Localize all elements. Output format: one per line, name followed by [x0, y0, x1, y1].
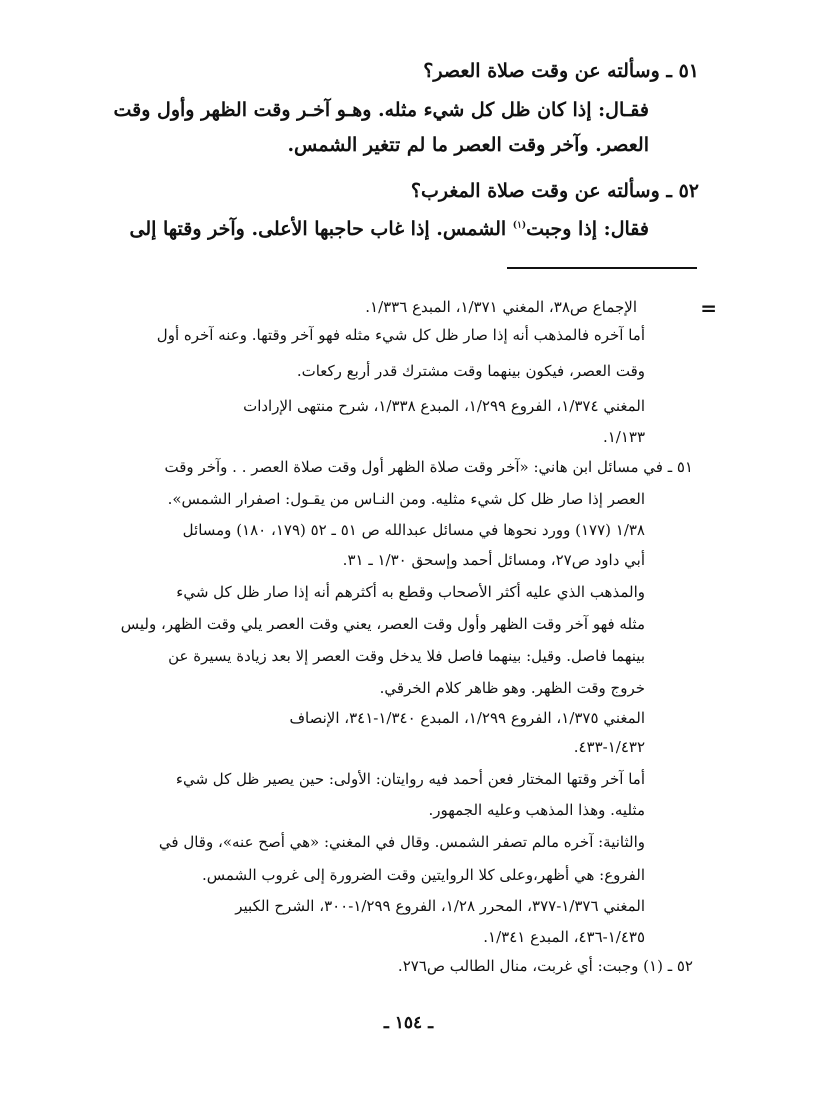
answer-51-line-2: العصر. وآخر وقت العصر ما لم تتغير الشمس. — [287, 134, 649, 156]
answer-52-post: الشمس. إذا غاب حاجبها الأعلى. وآخر وقتها إلى — [129, 218, 513, 240]
answer-51-line-1: فقـال: إذا كان ظل كل شيء مثله. وهـو آخـر وقت الظهر وأول وقت — [113, 99, 649, 121]
footnote-line: المغني ١/٣٧٦-٣٧٧، المحرر ١/٢٨، الفروع ١/٢٩٩-٣٠٠، الشرح الكبير — [235, 897, 645, 915]
footnote-line: ٥١ ـ في مسائل ابن هاني: «آخر وقت صلاة الظهر أول وقت صلاة العصر . . وآخر وقت — [164, 458, 693, 476]
answer-52-pre: فقال: إذا وجبت — [526, 218, 649, 240]
footnote-ref-1: (١) — [512, 220, 527, 231]
footnote-line: المغني ١/٣٧٥، الفروع ١/٢٩٩، المبدع ١/٣٤٠-٣٤١، الإنصاف — [289, 709, 645, 727]
answer-52 — [0, 218, 817, 240]
footnote-line: أما آخره فالمذهب أنه إذا صار ظل كل شيء مثله فهو آخر وقتها. وعنه آخره أول — [156, 326, 645, 344]
footnote-line: ٥٢ ـ (١) وجبت: أي غربت، منال الطالب ص٢٧٦. — [397, 957, 693, 975]
page-number: ـ ١٥٤ ـ — [383, 1013, 434, 1033]
footnote-line: والمذهب الذي عليه أكثر الأصحاب وقطع به أكثرهم أنه إذا صار ظل كل شيء — [176, 583, 645, 601]
footnote-line: الإجماع ص٣٨، المغني ١/٣٧١، المبدع ١/٣٣٦. — [365, 298, 637, 316]
footnote-line: العصر إذا صار ظل كل شيء مثليه. ومن النـاس من يقـول: اصفرار الشمس». — [167, 490, 645, 508]
question-52: ٥٢ ـ وسألته عن وقت صلاة المغرب؟ — [410, 180, 699, 202]
footnote-line: أما آخر وقتها المختار فعن أحمد فيه روايتان: الأولى: حين يصير ظل كل شيء — [175, 770, 645, 788]
footnote-line: والثانية: آخره مالم تصفر الشمس. وقال في المغني: «هي أصح عنه»، وقال في — [158, 833, 645, 851]
footnote-line: الفروع: هي أظهر،وعلى كلا الروايتين وقت الضرورة إلى غروب الشمس. — [201, 866, 645, 884]
footnote-line: ١/٤٣٥-٤٣٦، المبدع ١/٣٤١. — [483, 928, 645, 946]
footnote-line: ١/٤٣٢-٤٣٣. — [573, 738, 645, 756]
footnote-line: المغني ١/٣٧٤، الفروع ١/٢٩٩، المبدع ١/٣٣٨، شرح منتهى الإرادات — [243, 397, 645, 415]
footnote-line: ١/٣٨ (١٧٧) وورد نحوها في مسائل عبدالله ص ٥١ ـ ٥٢ (١٧٩، ١٨٠) ومسائل — [182, 521, 645, 539]
continuation-mark: = — [700, 296, 717, 320]
footnote-line: بينهما فاصل. وقيل: بينهما فاصل فلا يدخل وقت العصر إلا بعد زيادة يسيرة عن — [168, 647, 645, 665]
footnote-line: ١/١٣٣. — [602, 428, 645, 446]
footnote-line: خروج وقت الظهر. وهو ظاهر كلام الخرقي. — [379, 679, 645, 697]
question-51: ٥١ ـ وسألته عن وقت صلاة العصر؟ — [423, 60, 699, 82]
footnote-line: وقت العصر، فيكون بينهما وقت مشترك قدر أربع ركعات. — [296, 362, 645, 380]
footnote-line: مثليه. وهذا المذهب وعليه الجمهور. — [428, 801, 645, 819]
footnote-line: أبي داود ص٢٧، ومسائل أحمد وإسحق ١/٣٠ ـ ٣١. — [342, 551, 645, 569]
footnote-line: مثله فهو آخر وقت الظهر وأول وقت العصر، يعني وقت العصر يلي وقت الظهر، وليس — [120, 615, 645, 633]
footnote-separator — [507, 267, 697, 269]
